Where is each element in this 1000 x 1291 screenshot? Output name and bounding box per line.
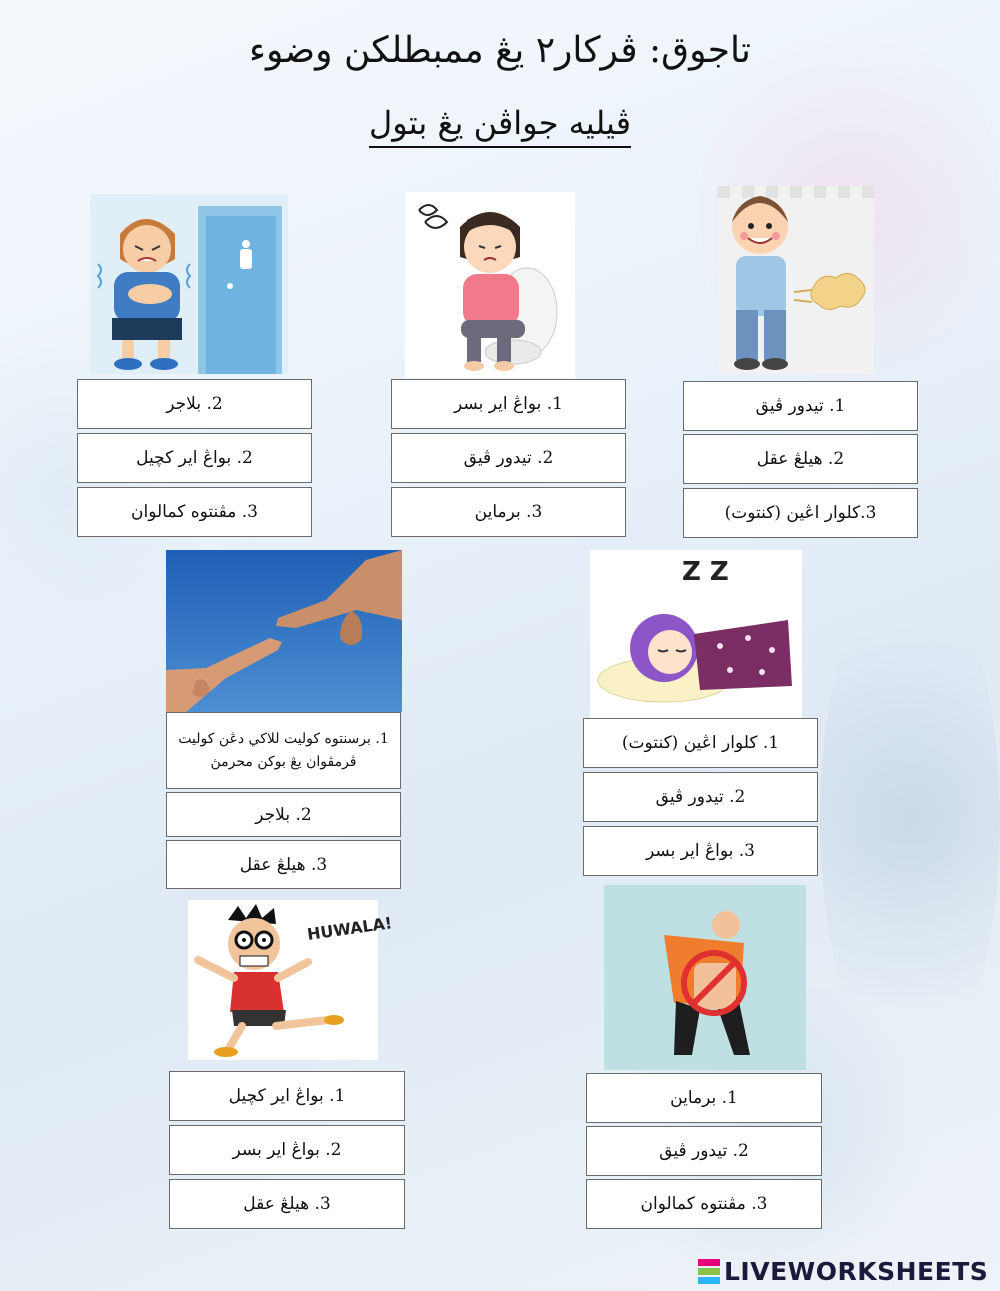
q3-option-3[interactable]: 3.كلوار اڠين (كنتوت): [683, 488, 918, 538]
brand-name: LIVEWORKSHEETS: [724, 1256, 989, 1286]
picture-prohibited-touching: [604, 885, 806, 1070]
q3-option-1[interactable]: 1. تيدور ڤيق: [683, 381, 918, 431]
zzz-text: Z Z: [682, 557, 729, 587]
picture-boy-needing-toilet: [90, 194, 288, 374]
q5-option-2[interactable]: 2. تيدور ڤيق: [583, 772, 818, 822]
q3-option-2[interactable]: 2. هيلڠ عقل: [683, 434, 918, 484]
q4-option-2[interactable]: 2. بلاجر: [166, 792, 401, 837]
picture-girl-on-toilet: [405, 192, 575, 378]
picture-boy-passing-gas: [718, 186, 874, 374]
worksheet-subtitle: [0, 104, 1000, 142]
picture-fingers-touching: [166, 550, 402, 712]
q2-option-3[interactable]: 3. برماين: [391, 487, 626, 537]
q1-option-3[interactable]: 3. مڤنتوه كمالوان: [77, 487, 312, 537]
q2-option-1[interactable]: 1. بواڠ اير بسر: [391, 379, 626, 429]
q4-option-1[interactable]: 1. برسنتوه كوليت للاكي دڠن كوليت ڤرمڤوان يڠ بوكن محرمڽ: [166, 712, 401, 789]
q1-option-1[interactable]: 2. بلاجر: [77, 379, 312, 429]
q7-option-1[interactable]: 1. برماين: [586, 1073, 822, 1123]
liveworksheets-logo-icon: [698, 1258, 720, 1285]
huwala-text: HUWALA!: [305, 913, 394, 944]
q5-option-3[interactable]: 3. بواڠ اير بسر: [583, 826, 818, 876]
q6-option-1[interactable]: 1. بواڠ اير كچيل: [169, 1071, 405, 1121]
q7-option-3[interactable]: 3. مڤنتوه كمالوان: [586, 1179, 822, 1229]
worksheet-title: تاجوق: ڤركار٢ يڠ ممبطلكن وضوء: [249, 30, 751, 71]
subtitle-text: ڤيليه جواڤن يڠ بتول: [369, 104, 631, 148]
q4-option-3[interactable]: 3. هيلڠ عقل: [166, 840, 401, 889]
q7-option-2[interactable]: 2. تيدور ڤيق: [586, 1126, 822, 1176]
liveworksheets-logo: [698, 1256, 988, 1286]
q6-option-2[interactable]: 2. بواڠ اير بسر: [169, 1125, 405, 1175]
q2-option-2[interactable]: 2. تيدور ڤيق: [391, 433, 626, 483]
picture-crazy-man: [188, 900, 394, 1060]
q6-option-3[interactable]: 3. هيلڠ عقل: [169, 1179, 405, 1229]
picture-girl-sleeping: [590, 550, 802, 718]
q1-option-2[interactable]: 2. بواڠ اير كچيل: [77, 433, 312, 483]
q5-option-1[interactable]: 1. كلوار اڠين (كنتوت): [583, 718, 818, 768]
